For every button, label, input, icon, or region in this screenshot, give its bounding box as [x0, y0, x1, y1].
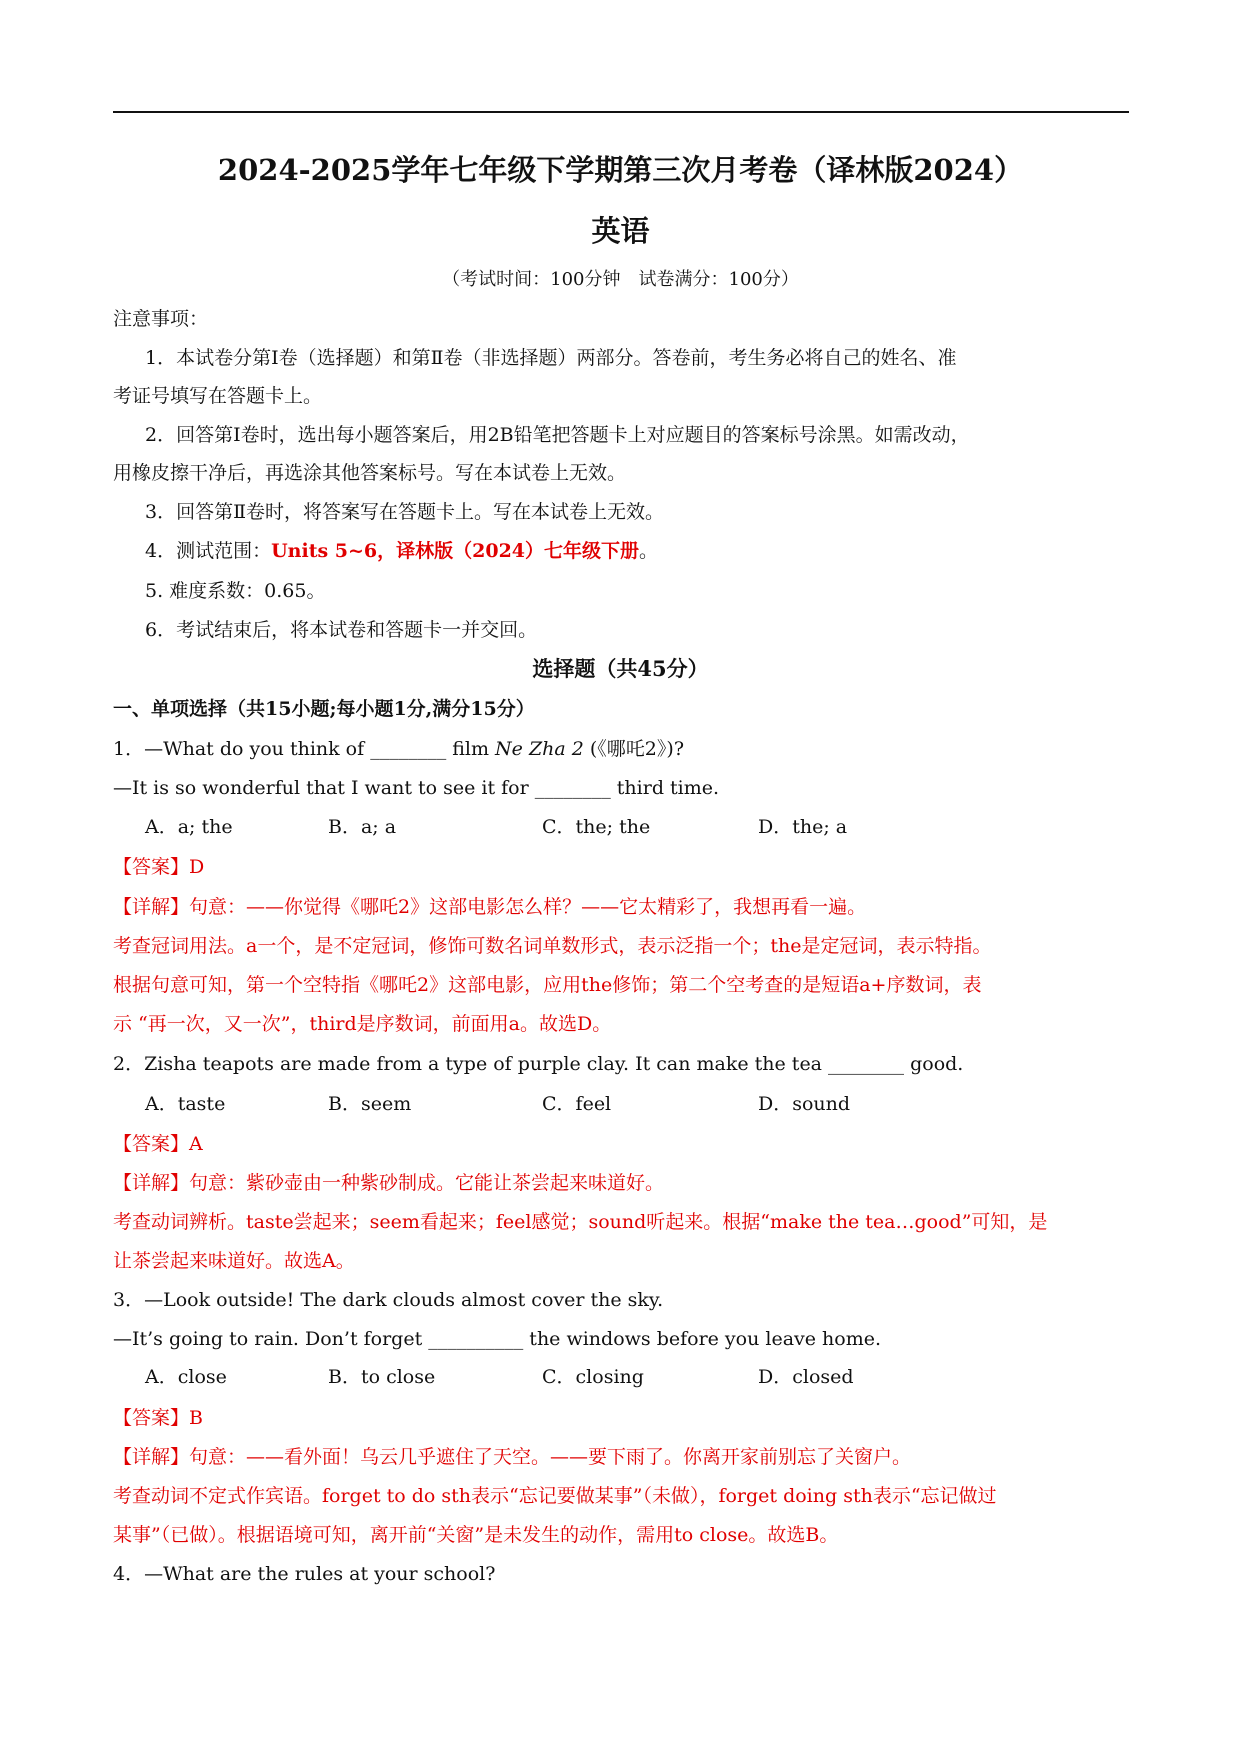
- question-3: 3．—Look outside! The dark clouds almost cover the sky.: [113, 1289, 664, 1311]
- note-5: 5. 难度系数：0.65。: [145, 580, 326, 602]
- q2-detail: [113, 1170, 664, 1196]
- detail-label: 【详解】: [113, 1446, 190, 1468]
- q3-answer: [113, 1405, 203, 1431]
- q1-answer: [113, 854, 204, 880]
- note-4-suffix: 。: [639, 540, 659, 562]
- q2-explanation-1: 考查动词辨析。taste尝起来；seem看起来；feel感觉；sound听起来。根据“make the tea…good”可知，是: [113, 1211, 1048, 1233]
- q3-option-c: C．closing: [542, 1366, 644, 1388]
- q2-explanation-2: 让茶尝起来味道好。故选A。: [113, 1250, 355, 1272]
- answer-label: 【答案】: [113, 1133, 190, 1155]
- q3-option-b: B．to close: [328, 1366, 436, 1388]
- q1-option-d: D．the; a: [758, 816, 848, 838]
- subject-title: 英语: [591, 214, 650, 248]
- question-1-line-2: —It is so wonderful that I want to see it for ________ third time.: [113, 777, 720, 799]
- question-1-text-b: (《哪吒2》)?: [583, 738, 684, 760]
- detail-text: 句意：——你觉得《哪吒2》这部电影怎么样？——它太精彩了，我想再看一遍。: [189, 896, 867, 918]
- q1-explanation-2: 根据句意可知，第一个空特指《哪吒2》这部电影，应用the修饰；第二个空考查的是短语a+序数词，表: [113, 974, 982, 996]
- question-4: 4．—What are the rules at your school?: [113, 1563, 496, 1585]
- q3-option-d: D．closed: [758, 1366, 854, 1388]
- section-heading: 选择题（共45分）: [532, 656, 709, 681]
- q3-option-a: A．close: [145, 1366, 227, 1388]
- film-title: Ne Zha 2: [495, 738, 584, 760]
- note-4: [145, 538, 658, 564]
- detail-label: 【详解】: [113, 896, 190, 918]
- question-2: 2．Zisha teapots are made from a type of purple clay. It can make the tea ________ good.: [113, 1053, 964, 1075]
- note-2a: 2．回答第Ⅰ卷时，选出每小题答案后，用2B铅笔把答题卡上对应题目的答案标号涂黑。如需改动，: [145, 424, 970, 446]
- note-1a: 1．本试卷分第Ⅰ卷（选择题）和第Ⅱ卷（非选择题）两部分。答卷前，考生务必将自己的姓名、准: [145, 347, 957, 369]
- answer-label: 【答案】: [113, 856, 190, 878]
- exam-title: 2024-2025学年七年级下学期第三次月考卷（译林版2024）: [217, 153, 1024, 187]
- q2-option-a: A．taste: [145, 1093, 226, 1115]
- answer-label: 【答案】: [113, 1407, 190, 1429]
- q1-detail: [113, 894, 866, 920]
- q1-option-c: C．the; the: [542, 816, 651, 838]
- q2-option-d: D．sound: [758, 1093, 851, 1115]
- note-1b: 考证号填写在答题卡上。: [113, 385, 323, 407]
- test-scope: Units 5~6，译林版（2024）七年级下册: [271, 540, 640, 562]
- q2-option-b: B．seem: [328, 1093, 412, 1115]
- detail-text: 句意：——看外面！乌云几乎遮住了天空。——要下雨了。你离开家前别忘了关窗户。: [189, 1446, 912, 1468]
- question-1-text-a: 1．—What do you think of ________ film: [113, 738, 496, 760]
- q2-answer: [113, 1131, 203, 1157]
- answer-value: B: [189, 1407, 203, 1429]
- note-4-prefix: 4．测试范围：: [145, 540, 272, 562]
- exam-meta: （考试时间：100分钟 试卷满分：100分）: [442, 269, 799, 290]
- detail-text: 句意：紫砂壶由一种紫砂制成。它能让茶尝起来味道好。: [189, 1172, 665, 1194]
- q3-explanation-1: 考查动词不定式作宾语。forget to do sth表示“忘记要做某事”（未做），forget doing sth表示“忘记做过: [113, 1485, 997, 1507]
- q3-detail: [113, 1444, 911, 1470]
- header-rule: [113, 111, 1129, 113]
- notes-heading: 注意事项：: [113, 308, 209, 330]
- detail-label: 【详解】: [113, 1172, 190, 1194]
- q1-explanation-1: 考查冠词用法。a一个，是不定冠词，修饰可数名词单数形式，表示泛指一个；the是定冠词，表示特指。: [113, 935, 992, 957]
- note-2b: 用橡皮擦干净后，再选涂其他答案标号。写在本试卷上无效。: [113, 462, 627, 484]
- question-1: [113, 736, 684, 762]
- q1-explanation-3: 示 “再一次，又一次”，third是序数词，前面用a。故选D。: [113, 1013, 612, 1035]
- note-3: 3．回答第Ⅱ卷时，将答案写在答题卡上。写在本试卷上无效。: [145, 501, 665, 523]
- note-6: 6．考试结束后，将本试卷和答题卡一并交回。: [145, 619, 538, 641]
- q1-option-b: B．a; a: [328, 816, 397, 838]
- part-heading: 一、单项选择（共15小题;每小题1分,满分15分）: [113, 698, 535, 720]
- q2-option-c: C．feel: [542, 1093, 612, 1115]
- q1-option-a: A．a; the: [145, 816, 233, 838]
- answer-value: A: [189, 1133, 203, 1155]
- question-3-line-2: —It’s going to rain. Don’t forget __________ the windows before you leave home.: [113, 1328, 882, 1350]
- answer-value: D: [189, 856, 205, 878]
- q3-explanation-2: 某事”（已做）。根据语境可知，离开前“关窗”是未发生的动作，需用to close。故选B。: [113, 1524, 839, 1546]
